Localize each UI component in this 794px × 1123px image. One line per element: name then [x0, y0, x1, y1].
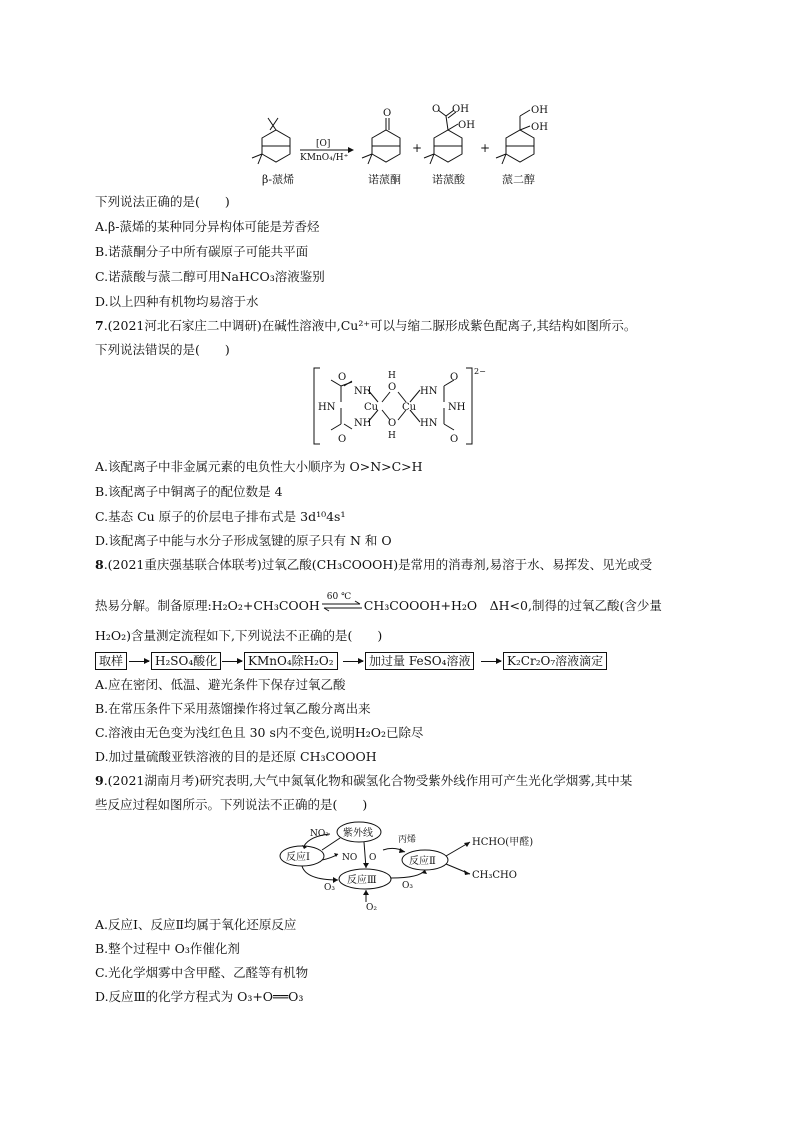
o3-right-label: O₃ [402, 881, 413, 891]
beta-pinene-label: β-蒎烯 [262, 173, 295, 186]
q7-atom-o-3: O [388, 382, 397, 393]
q6-option-d[interactable]: D.以上四种有机物均易溶于水 [95, 294, 259, 309]
q7-atom-o-1: O [338, 372, 347, 383]
q6-option-c[interactable]: C.诺蒎酸与蒎二醇可用NaHCO₃溶液鉴别 [95, 269, 325, 284]
nopinone-o: O [383, 108, 392, 119]
propene-label: 丙烯 [398, 835, 417, 845]
reaction-3-label: 反应Ⅲ [347, 875, 377, 886]
q7-atom-hn-3: HN [420, 418, 438, 429]
q6-stem: 下列说法正确的是( ) [95, 194, 230, 209]
q8-option-b[interactable]: B.在常压条件下采用蒸馏操作将过氧乙酸分离出来 [95, 701, 371, 716]
q6-option-a[interactable]: A.β-蒎烯的某种同分异构体可能是芳香烃 [95, 219, 320, 234]
q8-equation-left: 热易分解。制备原理:H₂O₂+CH₃COOH [95, 598, 320, 613]
q9-option-b[interactable]: B.整个过程中 O₃作催化剂 [95, 941, 240, 956]
q7-atom-h-1: H [388, 371, 396, 381]
ch3cho-label: CH₃CHO [472, 870, 517, 881]
q7-atom-cu-1: Cu [364, 402, 379, 413]
uv-label: 紫外线 [343, 828, 373, 839]
q7-atom-o-2: O [338, 434, 347, 445]
no-label: NO [342, 853, 358, 863]
pinanediol-oh-1: OH [531, 105, 548, 116]
q7-stem-text: .(2021河北石家庄二中调研)在碱性溶液中,Cu²⁺可以与缩二脲形成紫色配离子,其结构如图所示。 [103, 318, 637, 333]
q8-equation-right: CH₃COOOH+H₂O ΔH<0,制得的过氧乙酸(含少量 [363, 598, 662, 613]
q7-atom-o-6: O [450, 434, 459, 445]
pinanediol-structure [496, 110, 534, 164]
plus-2: + [480, 141, 491, 155]
no2-label: NO₂ [310, 829, 329, 839]
o2-label: O₂ [366, 903, 377, 913]
q8-option-c[interactable]: C.溶液由无色变为浅红色且 30 s内不变色,说明H₂O₂已除尽 [95, 725, 424, 740]
q7-charge: 2− [474, 367, 486, 376]
nopinic-acid-oh-1: OH [452, 104, 469, 115]
q7-number: 7 [95, 318, 104, 333]
q6-reaction-scheme [0, 0, 794, 200]
o-label: O [369, 853, 377, 863]
q9-number: 9 [95, 773, 104, 788]
o3-left-label: O₃ [324, 883, 335, 893]
q8-option-d[interactable]: D.加过量硫酸亚铁溶液的目的是还原 CH₃COOOH [95, 749, 377, 764]
q7-atom-hn-2: HN [420, 386, 438, 397]
q8-equilibrium-arrow [320, 592, 364, 615]
q7-option-d[interactable]: D.该配离子中能与水分子形成氢键的原子只有 N 和 O [95, 533, 392, 548]
nopinic-acid-label: 诺蒎酸 [432, 173, 465, 186]
nopinic-acid-oh-2: OH [458, 120, 475, 131]
beta-pinene-structure [252, 118, 290, 164]
q7-atom-o-5: O [450, 372, 459, 383]
q7-atom-nh-1: NH [354, 386, 372, 397]
flow-arrow-1 [129, 661, 149, 662]
q7-atom-cu-2: Cu [402, 402, 417, 413]
q7-option-c[interactable]: C.基态 Cu 原子的价层电子排布式是 3d¹⁰4s¹ [95, 509, 346, 524]
q8-condition: 60 ℃ [326, 592, 352, 602]
flow-step-acidify: H₂SO₄酸化 [151, 652, 221, 670]
q7-atom-nh-2: NH [354, 418, 372, 429]
q7-option-a[interactable]: A.该配离子中非金属元素的电负性大小顺序为 O>N>C>H [95, 459, 423, 474]
q9-stem-text: .(2021湖南月考)研究表明,大气中氮氧化物和碳氢化合物受紫外线作用可产生光化学烟雾,其中某 [103, 773, 633, 788]
flow-arrow-2 [222, 661, 242, 662]
q9-stem-line1 [95, 772, 632, 790]
flow-step-feso4: 加过量 FeSO₄溶液 [365, 652, 474, 670]
flow-step-sampling: 取样 [95, 652, 127, 670]
q8-stem-text: .(2021重庆强基联合体联考)过氧乙酸(CH₃COOOH)是常用的消毒剂,易溶于水、易挥发、见光或受 [103, 557, 653, 572]
q9-option-a[interactable]: A.反应Ⅰ、反应Ⅱ均属于氧化还原反应 [95, 917, 297, 932]
q7-complex-structure [0, 366, 794, 466]
flow-step-kmno4: KMnO₄除H₂O₂ [244, 652, 338, 670]
q7-atom-o-4: O [388, 418, 397, 429]
nopinic-acid-o: O [432, 104, 441, 115]
nopinone-label: 诺蒎酮 [368, 173, 401, 186]
q9-option-c[interactable]: C.光化学烟雾中含甲醛、乙醛等有机物 [95, 965, 309, 980]
q8-stem-line1 [95, 556, 652, 574]
flow-step-titration: K₂Cr₂O₇溶液滴定 [503, 652, 607, 670]
pinanediol-label: 蒎二醇 [502, 173, 535, 186]
nopinone-structure [362, 118, 400, 164]
q9-stem-line2: 些反应过程如图所示。下列说法不正确的是( ) [95, 797, 368, 812]
flow-arrow-3 [343, 661, 363, 662]
q9-reaction-diagram [0, 818, 794, 918]
plus-1: + [412, 141, 423, 155]
flow-arrow-4 [481, 661, 501, 662]
q7-atom-h-2: H [388, 431, 396, 441]
q8-stem-line3: H₂O₂)含量测定流程如下,下列说法不正确的是( ) [95, 628, 383, 643]
nopinic-acid-structure [424, 110, 462, 164]
q9-option-d[interactable]: D.反应Ⅲ的化学方程式为 O₃+O══O₃ [95, 989, 304, 1004]
q8-stem-line2 [95, 592, 662, 615]
pinanediol-oh-2: OH [531, 122, 548, 133]
q8-option-a[interactable]: A.应在密闭、低温、避光条件下保存过氧乙酸 [95, 677, 346, 692]
reaction-1-label: 反应Ⅰ [286, 852, 310, 863]
q6-option-b[interactable]: B.诺蒎酮分子中所有碳原子可能共平面 [95, 244, 309, 259]
q7-atom-nh-3: NH [448, 402, 466, 413]
q7-stem-line2: 下列说法错误的是( ) [95, 342, 230, 357]
reagent-top: [O] [316, 139, 331, 149]
q7-stem-line1 [95, 317, 636, 335]
q7-atom-hn-1: HN [318, 402, 336, 413]
reagent-bottom: KMnO₄/H⁺ [300, 153, 349, 163]
reaction-2-label: 反应Ⅱ [409, 856, 436, 867]
hcho-label: HCHO(甲醛) [472, 837, 534, 848]
q7-option-b[interactable]: B.该配离子中铜离子的配位数是 4 [95, 484, 283, 499]
q8-number: 8 [95, 557, 104, 572]
